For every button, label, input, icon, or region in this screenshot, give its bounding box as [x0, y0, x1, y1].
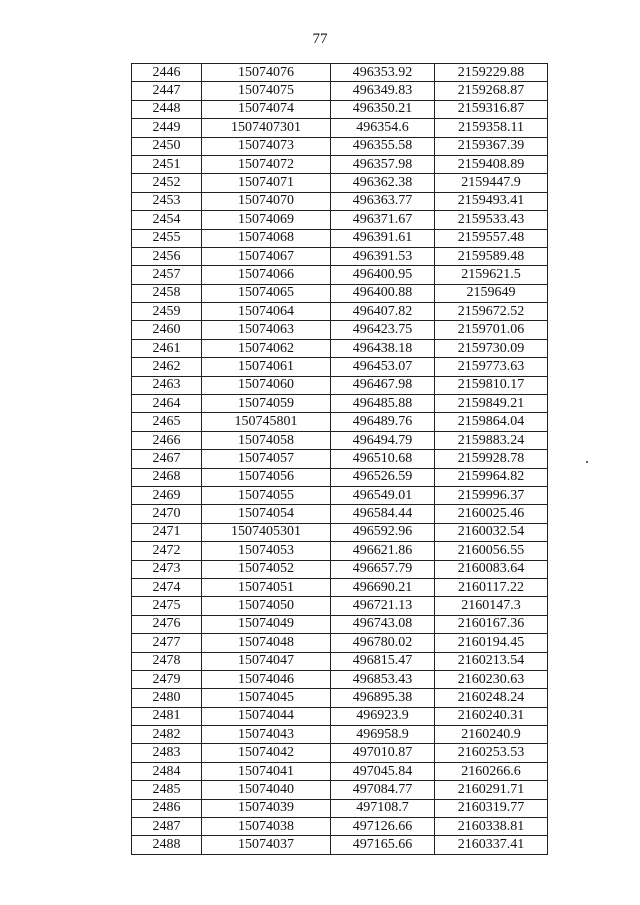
y-coordinate-cell: 2159849.21 [435, 395, 548, 413]
stray-mark [586, 461, 588, 463]
point-number-cell: 2466 [132, 431, 202, 449]
point-id-cell: 15074068 [202, 229, 331, 247]
y-coordinate-cell: 2159773.63 [435, 358, 548, 376]
y-coordinate-cell: 2159408.89 [435, 155, 548, 173]
point-number-cell: 2480 [132, 689, 202, 707]
point-number-cell: 2450 [132, 137, 202, 155]
y-coordinate-cell: 2160266.6 [435, 762, 548, 780]
point-id-cell: 15074074 [202, 100, 331, 118]
table-row [132, 597, 548, 615]
x-coordinate-cell: 497045.84 [331, 762, 435, 780]
table-row [132, 376, 548, 394]
coordinates-table-body [132, 64, 548, 855]
x-coordinate-cell: 496584.44 [331, 505, 435, 523]
point-id-cell: 15074041 [202, 762, 331, 780]
point-id-cell: 15074060 [202, 376, 331, 394]
point-number-cell: 2465 [132, 413, 202, 431]
coordinates-table [131, 63, 548, 855]
table-row [132, 247, 548, 265]
x-coordinate-cell: 496362.38 [331, 174, 435, 192]
table-row [132, 64, 548, 82]
y-coordinate-cell: 2160253.53 [435, 744, 548, 762]
point-id-cell: 15074051 [202, 578, 331, 596]
table-row [132, 726, 548, 744]
point-id-cell: 15074057 [202, 450, 331, 468]
y-coordinate-cell: 2160248.24 [435, 689, 548, 707]
table-row [132, 744, 548, 762]
table-row [132, 781, 548, 799]
y-coordinate-cell: 2159358.11 [435, 119, 548, 137]
x-coordinate-cell: 496923.9 [331, 707, 435, 725]
point-id-cell: 15074048 [202, 634, 331, 652]
point-number-cell: 2455 [132, 229, 202, 247]
point-number-cell: 2475 [132, 597, 202, 615]
y-coordinate-cell: 2159533.43 [435, 211, 548, 229]
table-row [132, 615, 548, 633]
x-coordinate-cell: 496690.21 [331, 578, 435, 596]
y-coordinate-cell: 2159621.5 [435, 266, 548, 284]
point-id-cell: 15074064 [202, 303, 331, 321]
x-coordinate-cell: 496438.18 [331, 339, 435, 357]
y-coordinate-cell: 2160083.64 [435, 560, 548, 578]
point-id-cell: 15074058 [202, 431, 331, 449]
table-row [132, 560, 548, 578]
point-id-cell: 15074043 [202, 726, 331, 744]
point-id-cell: 15074055 [202, 486, 331, 504]
x-coordinate-cell: 496853.43 [331, 670, 435, 688]
x-coordinate-cell: 496350.21 [331, 100, 435, 118]
table-row [132, 762, 548, 780]
table-row [132, 707, 548, 725]
point-id-cell: 15074053 [202, 542, 331, 560]
point-number-cell: 2478 [132, 652, 202, 670]
point-number-cell: 2467 [132, 450, 202, 468]
point-id-cell: 15074052 [202, 560, 331, 578]
y-coordinate-cell: 2160337.41 [435, 836, 548, 854]
table-row [132, 192, 548, 210]
x-coordinate-cell: 496423.75 [331, 321, 435, 339]
point-number-cell: 2449 [132, 119, 202, 137]
table-row [132, 413, 548, 431]
x-coordinate-cell: 496549.01 [331, 486, 435, 504]
point-id-cell: 15074039 [202, 799, 331, 817]
y-coordinate-cell: 2160230.63 [435, 670, 548, 688]
table-row [132, 358, 548, 376]
x-coordinate-cell: 496815.47 [331, 652, 435, 670]
point-number-cell: 2463 [132, 376, 202, 394]
table-row [132, 799, 548, 817]
table-row [132, 450, 548, 468]
point-number-cell: 2453 [132, 192, 202, 210]
x-coordinate-cell: 496453.07 [331, 358, 435, 376]
y-coordinate-cell: 2159268.87 [435, 82, 548, 100]
point-number-cell: 2468 [132, 468, 202, 486]
point-number-cell: 2488 [132, 836, 202, 854]
table-row [132, 395, 548, 413]
point-number-cell: 2464 [132, 395, 202, 413]
y-coordinate-cell: 2159649 [435, 284, 548, 302]
y-coordinate-cell: 2159672.52 [435, 303, 548, 321]
table-row [132, 578, 548, 596]
table-row [132, 100, 548, 118]
point-id-cell: 15074067 [202, 247, 331, 265]
x-coordinate-cell: 496391.53 [331, 247, 435, 265]
point-id-cell: 15074075 [202, 82, 331, 100]
point-id-cell: 15074046 [202, 670, 331, 688]
point-number-cell: 2469 [132, 486, 202, 504]
y-coordinate-cell: 2159730.09 [435, 339, 548, 357]
point-number-cell: 2486 [132, 799, 202, 817]
table-row [132, 155, 548, 173]
point-number-cell: 2461 [132, 339, 202, 357]
x-coordinate-cell: 497108.7 [331, 799, 435, 817]
x-coordinate-cell: 496592.96 [331, 523, 435, 541]
point-number-cell: 2482 [132, 726, 202, 744]
point-id-cell: 15074040 [202, 781, 331, 799]
point-id-cell: 15074047 [202, 652, 331, 670]
point-id-cell: 15074073 [202, 137, 331, 155]
y-coordinate-cell: 2159928.78 [435, 450, 548, 468]
y-coordinate-cell: 2160167.36 [435, 615, 548, 633]
point-id-cell: 15074056 [202, 468, 331, 486]
y-coordinate-cell: 2160319.77 [435, 799, 548, 817]
point-id-cell: 15074044 [202, 707, 331, 725]
x-coordinate-cell: 496400.95 [331, 266, 435, 284]
point-id-cell: 15074050 [202, 597, 331, 615]
point-id-cell: 15074063 [202, 321, 331, 339]
point-number-cell: 2477 [132, 634, 202, 652]
x-coordinate-cell: 496355.58 [331, 137, 435, 155]
x-coordinate-cell: 497010.87 [331, 744, 435, 762]
point-number-cell: 2454 [132, 211, 202, 229]
y-coordinate-cell: 2159864.04 [435, 413, 548, 431]
point-number-cell: 2460 [132, 321, 202, 339]
point-id-cell: 15074076 [202, 64, 331, 82]
x-coordinate-cell: 497126.66 [331, 818, 435, 836]
x-coordinate-cell: 497165.66 [331, 836, 435, 854]
point-number-cell: 2458 [132, 284, 202, 302]
x-coordinate-cell: 496354.6 [331, 119, 435, 137]
table-row [132, 818, 548, 836]
table-row [132, 652, 548, 670]
y-coordinate-cell: 2160117.22 [435, 578, 548, 596]
x-coordinate-cell: 496400.88 [331, 284, 435, 302]
x-coordinate-cell: 496363.77 [331, 192, 435, 210]
x-coordinate-cell: 496510.68 [331, 450, 435, 468]
table-row [132, 303, 548, 321]
point-number-cell: 2456 [132, 247, 202, 265]
point-id-cell: 15074038 [202, 818, 331, 836]
point-id-cell: 15074072 [202, 155, 331, 173]
table-row [132, 542, 548, 560]
table-row [132, 634, 548, 652]
x-coordinate-cell: 496958.9 [331, 726, 435, 744]
point-number-cell: 2451 [132, 155, 202, 173]
point-number-cell: 2448 [132, 100, 202, 118]
y-coordinate-cell: 2160056.55 [435, 542, 548, 560]
point-number-cell: 2446 [132, 64, 202, 82]
x-coordinate-cell: 496489.76 [331, 413, 435, 431]
point-id-cell: 15074069 [202, 211, 331, 229]
table-row [132, 229, 548, 247]
point-id-cell: 15074062 [202, 339, 331, 357]
table-row [132, 836, 548, 854]
point-id-cell: 15074059 [202, 395, 331, 413]
y-coordinate-cell: 2159883.24 [435, 431, 548, 449]
y-coordinate-cell: 2159367.39 [435, 137, 548, 155]
y-coordinate-cell: 2159316.87 [435, 100, 548, 118]
y-coordinate-cell: 2160025.46 [435, 505, 548, 523]
point-id-cell: 150745801 [202, 413, 331, 431]
table-row [132, 266, 548, 284]
point-id-cell: 15074045 [202, 689, 331, 707]
x-coordinate-cell: 496780.02 [331, 634, 435, 652]
point-number-cell: 2462 [132, 358, 202, 376]
point-number-cell: 2483 [132, 744, 202, 762]
point-number-cell: 2470 [132, 505, 202, 523]
y-coordinate-cell: 2159810.17 [435, 376, 548, 394]
y-coordinate-cell: 2159996.37 [435, 486, 548, 504]
point-number-cell: 2459 [132, 303, 202, 321]
point-number-cell: 2479 [132, 670, 202, 688]
y-coordinate-cell: 2159589.48 [435, 247, 548, 265]
point-id-cell: 15074071 [202, 174, 331, 192]
y-coordinate-cell: 2160194.45 [435, 634, 548, 652]
x-coordinate-cell: 496485.88 [331, 395, 435, 413]
point-id-cell: 1507405301 [202, 523, 331, 541]
x-coordinate-cell: 496721.13 [331, 597, 435, 615]
x-coordinate-cell: 496349.83 [331, 82, 435, 100]
x-coordinate-cell: 496467.98 [331, 376, 435, 394]
point-number-cell: 2447 [132, 82, 202, 100]
table-row [132, 689, 548, 707]
y-coordinate-cell: 2160032.54 [435, 523, 548, 541]
y-coordinate-cell: 2160147.3 [435, 597, 548, 615]
table-row [132, 211, 548, 229]
point-id-cell: 15074070 [202, 192, 331, 210]
table-row [132, 321, 548, 339]
x-coordinate-cell: 496494.79 [331, 431, 435, 449]
table-row [132, 119, 548, 137]
page-number: 77 [312, 31, 328, 47]
point-number-cell: 2476 [132, 615, 202, 633]
x-coordinate-cell: 496371.67 [331, 211, 435, 229]
x-coordinate-cell: 496357.98 [331, 155, 435, 173]
y-coordinate-cell: 2160213.54 [435, 652, 548, 670]
x-coordinate-cell: 496353.92 [331, 64, 435, 82]
x-coordinate-cell: 497084.77 [331, 781, 435, 799]
x-coordinate-cell: 496526.59 [331, 468, 435, 486]
point-number-cell: 2474 [132, 578, 202, 596]
y-coordinate-cell: 2160338.81 [435, 818, 548, 836]
point-id-cell: 15074049 [202, 615, 331, 633]
table-row [132, 339, 548, 357]
y-coordinate-cell: 2159447.9 [435, 174, 548, 192]
y-coordinate-cell: 2159701.06 [435, 321, 548, 339]
y-coordinate-cell: 2160240.31 [435, 707, 548, 725]
table-row [132, 137, 548, 155]
point-id-cell: 15074054 [202, 505, 331, 523]
point-number-cell: 2473 [132, 560, 202, 578]
point-number-cell: 2471 [132, 523, 202, 541]
x-coordinate-cell: 496407.82 [331, 303, 435, 321]
point-number-cell: 2484 [132, 762, 202, 780]
y-coordinate-cell: 2160291.71 [435, 781, 548, 799]
y-coordinate-cell: 2159964.82 [435, 468, 548, 486]
y-coordinate-cell: 2159493.41 [435, 192, 548, 210]
point-id-cell: 15074037 [202, 836, 331, 854]
table-row [132, 468, 548, 486]
x-coordinate-cell: 496895.38 [331, 689, 435, 707]
table-row [132, 670, 548, 688]
y-coordinate-cell: 2160240.9 [435, 726, 548, 744]
point-number-cell: 2481 [132, 707, 202, 725]
y-coordinate-cell: 2159557.48 [435, 229, 548, 247]
point-id-cell: 1507407301 [202, 119, 331, 137]
point-id-cell: 15074042 [202, 744, 331, 762]
table-row [132, 486, 548, 504]
x-coordinate-cell: 496743.08 [331, 615, 435, 633]
x-coordinate-cell: 496657.79 [331, 560, 435, 578]
x-coordinate-cell: 496621.86 [331, 542, 435, 560]
point-id-cell: 15074065 [202, 284, 331, 302]
table-row [132, 284, 548, 302]
point-number-cell: 2457 [132, 266, 202, 284]
point-number-cell: 2487 [132, 818, 202, 836]
point-number-cell: 2472 [132, 542, 202, 560]
x-coordinate-cell: 496391.61 [331, 229, 435, 247]
point-id-cell: 15074061 [202, 358, 331, 376]
y-coordinate-cell: 2159229.88 [435, 64, 548, 82]
table-row [132, 523, 548, 541]
table-row [132, 174, 548, 192]
table-row [132, 505, 548, 523]
table-row [132, 82, 548, 100]
point-number-cell: 2452 [132, 174, 202, 192]
table-row [132, 431, 548, 449]
point-id-cell: 15074066 [202, 266, 331, 284]
point-number-cell: 2485 [132, 781, 202, 799]
